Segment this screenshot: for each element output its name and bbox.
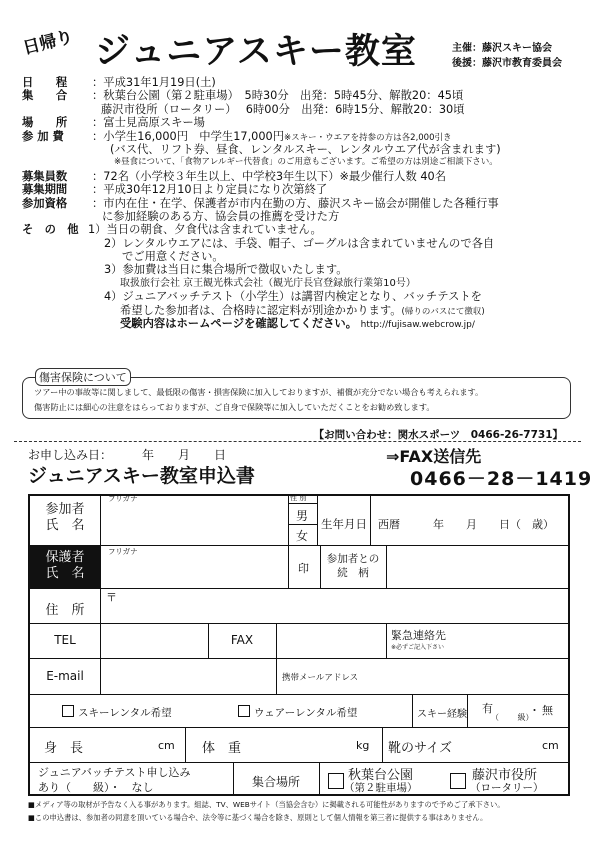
capacity-value: ：72名（小学校３年生以上、中学校3年生以下）※最少催行人数 40名 xyxy=(92,169,447,183)
relation-field[interactable] xyxy=(390,548,565,586)
meet-akibadai-checkbox[interactable] xyxy=(328,773,344,789)
place-value: ：富士見高原スキー場 xyxy=(92,116,205,130)
meeting-line1: ：秋葉台公園（第２駐車場） 5時30分 出発：5時45分、解散20：45頃 xyxy=(92,89,464,103)
period-value: ：平成30年12月10日より定員になり次第終了 xyxy=(92,183,328,197)
email-field[interactable] xyxy=(104,661,274,691)
fax-label: ⇒FAX送信先 xyxy=(386,447,482,466)
insurance-line1: ツアー中の事故等に関しまして、最低限の傷害・損害保険に加入しておりますが、補償が充分でない場合も考えられます。 xyxy=(34,387,484,397)
exp-no[interactable]: 無 xyxy=(542,704,553,717)
exp-grade[interactable]: （ 級） xyxy=(491,713,534,722)
other-note4b: 希望した参加者は、合格時に認定料が別途かかります。 xyxy=(120,303,402,317)
height-label: 身 長 xyxy=(44,741,84,756)
guardian-name-field[interactable] xyxy=(108,558,288,586)
seal-label: 印 xyxy=(298,562,309,575)
fee-label: 参 加 費 xyxy=(22,129,64,143)
wear-rental-label: ウェアーレンタル希望 xyxy=(254,707,358,719)
footer-note2: ■この申込書は、参加者の同意を頂いている場合や、法令等に基づく場合を除き、原則として個人情報を第三者に提供する事はありません。 xyxy=(28,813,488,822)
other-note3a: 3）参加費は当日に集合場所で徴収いたします。 xyxy=(104,263,348,277)
other-note3b: 取扱旅行会社 京王観光株式会社（観光庁長官登録旅行業第10号） xyxy=(120,277,416,289)
meet-akibadai-sub: （第２駐車場） xyxy=(344,782,418,794)
badge-test-label: ジュニアバッチテスト申し込み xyxy=(38,766,191,779)
mobile-mail-field[interactable] xyxy=(370,661,564,691)
gender-label: 性 別 xyxy=(290,494,307,502)
guardian-furigana: フリガナ xyxy=(108,547,138,556)
participant-name-field[interactable] xyxy=(108,506,286,542)
fee-value: ：小学生16,000円 中学生17,000円 xyxy=(92,129,285,143)
form-title: ジュニアスキー教室申込書 xyxy=(28,465,255,487)
other-note2b: でご用意ください。 xyxy=(122,250,224,264)
weight-label: 体 重 xyxy=(202,741,242,756)
other-label: そ の 他 xyxy=(22,223,79,237)
email-label: E-mail xyxy=(46,669,84,683)
fax-field[interactable] xyxy=(280,626,384,656)
other-note4c: 受験内容はホームページを確認してください。 xyxy=(120,317,358,331)
ski-rental-option[interactable] xyxy=(62,705,172,720)
shoe-unit: cm xyxy=(542,739,559,752)
gender-female[interactable]: 女 xyxy=(296,529,309,543)
meeting-line2: 藤沢市役所（ロータリー） 6時00分 出発：6時15分、解散20：30頃 xyxy=(101,102,465,116)
height-field[interactable] xyxy=(100,732,156,758)
meet-cityhall-label: 藤沢市役所 xyxy=(472,768,538,783)
shoe-label: 靴のサイズ xyxy=(388,741,452,756)
ski-rental-checkbox[interactable] xyxy=(62,705,74,717)
exp-yes[interactable]: 有 xyxy=(482,702,493,715)
meet-place-label: 集合場所 xyxy=(251,775,300,789)
event-info xyxy=(22,76,582,330)
other-note4b-note: (帰りのバスにて徴収) xyxy=(401,306,485,317)
fax-field-label: FAX xyxy=(230,633,254,647)
period-label: 募集期間 xyxy=(22,183,68,197)
gender-male[interactable]: 男 xyxy=(296,509,309,523)
weight-field[interactable] xyxy=(260,732,350,758)
birth-field[interactable]: 西暦 年 月 日（ 歳） xyxy=(378,518,554,531)
date-value: ：平成31年1月19日(土) xyxy=(92,76,216,89)
tel-field[interactable] xyxy=(104,626,206,656)
fee-note2: ※昼食について、「食物アレルギー代替食」のご用意もございます。ご希望の方は別途ご相談下さい。 xyxy=(114,157,498,168)
contact-info: 【お問い合わせ：関水スポーツ 0466-26-7731】 xyxy=(313,429,563,441)
other-note1: 1）当日の朝食、夕食代は含まれていません。 xyxy=(88,223,322,237)
emergency-note: ※必ずご記入下さい xyxy=(391,644,445,651)
fee-note1: ※スキー・ウエアを持参の方は各2,000引き xyxy=(284,132,452,143)
apply-date[interactable]: お申し込み日： 年 月 日 xyxy=(28,448,227,462)
insurance-label: 傷害保険について xyxy=(35,368,131,386)
fax-number: 0466－28－1419 xyxy=(410,468,593,490)
sponsor: 主催：藤沢スキー協会 xyxy=(452,43,552,54)
badge-test-options[interactable]: あり（ 級）・ なし xyxy=(38,781,154,794)
fee-line2: (バス代、リフト券、昼食、レンタルスキー、レンタルウエア代が含まれます) xyxy=(110,142,501,156)
meet-akibadai-label: 秋葉台公園 xyxy=(348,768,414,783)
weight-unit: kg xyxy=(356,739,370,752)
meet-cityhall-sub: （ロータリー） xyxy=(470,782,544,794)
capacity-label: 募集員数 xyxy=(22,169,68,183)
relation-label: 参加者との 続 柄 xyxy=(326,553,380,579)
meet-option-akibadai[interactable] xyxy=(328,772,344,791)
emergency-label: 緊急連絡先 xyxy=(391,629,446,642)
birth-label: 生年月日 xyxy=(321,517,367,531)
address-label: 住 所 xyxy=(45,603,85,618)
meeting-label: 集 合 xyxy=(22,89,68,103)
participant-furigana: フリガナ xyxy=(108,494,138,503)
other-note4a: 4）ジュニアバッチテスト（小学生）は講習内検定となり、バッチテストを xyxy=(104,290,482,304)
postal-mark: 〒 xyxy=(106,591,117,604)
meet-cityhall-checkbox[interactable] xyxy=(450,773,466,789)
mobile-mail-label: 携帯メールアドレス xyxy=(282,673,359,683)
wear-rental-option[interactable] xyxy=(238,705,357,720)
participant-label: 参加者 氏 名 xyxy=(45,502,85,533)
date-label: 日 程 xyxy=(22,76,68,89)
insurance-line2: 傷害防止には細心の注意をはらっておりますが、ご自身で保険等に加入していただくことをお勧め致します。 xyxy=(34,402,435,412)
shoe-field[interactable] xyxy=(470,732,538,758)
cut-line xyxy=(14,441,581,442)
emergency-field[interactable] xyxy=(460,626,564,656)
eligibility-line1: ：市内在住・在学、保護者が市内在勤の方、藤沢スキー協会が開催した各種行事 xyxy=(92,196,499,210)
meet-option-cityhall[interactable] xyxy=(450,772,466,791)
eligibility-line2: に参加経験のある方、協会員の推薦を受けた方 xyxy=(102,209,340,223)
day-trip-tag: 日帰り xyxy=(20,27,76,59)
tel-label: TEL xyxy=(54,633,76,647)
wear-rental-checkbox[interactable] xyxy=(238,705,250,717)
supporter: 後援：藤沢市教育委員会 xyxy=(452,58,562,69)
guardian-label: 保護者 氏 名 xyxy=(45,550,85,581)
page-title: ジュニアスキー教室 xyxy=(95,32,417,72)
ski-exp-label: スキー経験 xyxy=(417,709,467,720)
homepage-link[interactable]: http://fujisaw.webcrow.jp/ xyxy=(360,320,475,331)
other-note2a: 2）レンタルウエアには、手袋、帽子、ゴーグルは含まれていませんので各自 xyxy=(104,236,495,250)
ski-rental-label: スキーレンタル希望 xyxy=(78,707,172,719)
eligibility-label: 参加資格 xyxy=(22,196,68,210)
place-label: 場 所 xyxy=(22,116,68,130)
exp-separator: ・ xyxy=(529,704,540,717)
application-form xyxy=(28,494,570,796)
address-field[interactable] xyxy=(120,591,560,621)
footer-note1: ■メディア等の取材が予告なく入る事があります。組誌、TV、WEBサイト（当協会含む）に掲載される可能性がありますので予めご了承下さい。 xyxy=(28,800,505,809)
height-unit: cm xyxy=(158,739,175,752)
